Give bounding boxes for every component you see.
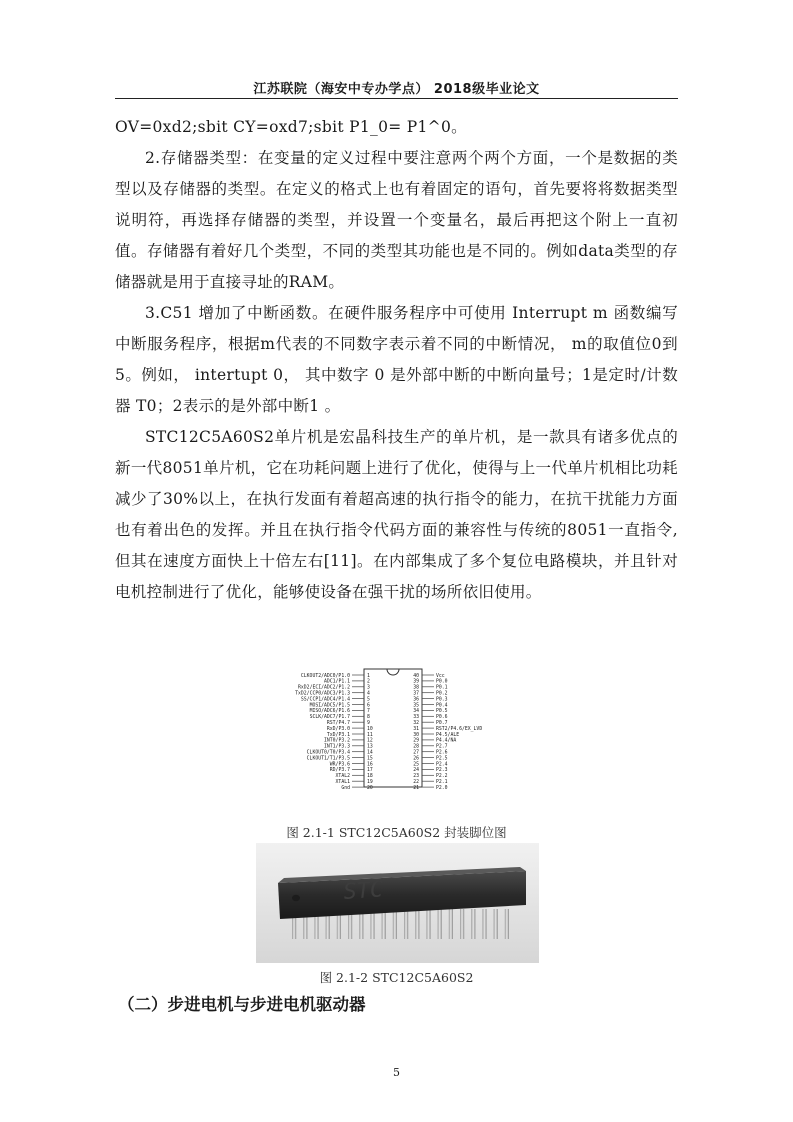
pin-label: P0.5 [436,709,448,715]
pin-label: P2.6 [436,750,448,756]
pin-number: 11 [367,732,373,738]
chip-pin [471,909,475,939]
pin-label: RxD/P3.0 [326,726,350,732]
pin-label: RxD2/ECI/ADC2/P1.2 [298,685,350,691]
paragraph: STC12C5A60S2单片机是宏晶科技生产的单片机，是一款具有诸多优点的新一代8051单片机，它在功耗问题上进行了优化，使得与上一代单片机相比功耗减少了30%以上，在执行发面有着超高速的执行指令的能力，在抗干扰能力方面也有着出色的发挥。并且在执行指令代码方面的兼容性与传统的8051一直指令,但其在速度方面快上十倍左右[11]。在内部集成了多个复位电路模块，并且针对电机控制进行了优化，能够使设备在强干扰的场所依旧使用。 [115,428,678,601]
pin-number: 39 [413,679,419,685]
pin-label: P0.1 [436,685,448,691]
pin-label: SCLK/ADC7/P1.7 [309,715,350,721]
pin-label: P2.1 [436,780,448,785]
pin-label: CLKOUT2/ADC0/P1.0 [300,673,350,679]
chip-pin [505,909,509,939]
pin-number: 3 [367,685,370,691]
pinout-figure [260,663,515,815]
pin-number: 29 [413,738,419,744]
pin-label: INT1/P3.3 [324,744,350,750]
pin-number: 22 [413,780,419,785]
pin-number: 34 [413,709,419,715]
pin-number: 13 [367,744,373,750]
chip-pin [494,909,498,939]
pin-label: MISO/ADC6/P1.6 [309,709,350,715]
pin-number: 7 [367,709,370,715]
pin-number: 40 [413,673,419,679]
pin-number: 4 [367,691,370,697]
chip-dimple [292,895,300,901]
pin-label: P2.5 [436,756,448,762]
pin-label: RST/P4.7 [326,721,350,726]
pin-number: 18 [367,774,373,780]
pin-number: 25 [413,762,419,768]
page-number: 5 [393,1066,400,1079]
pin-number: 31 [413,726,419,732]
pin-number: 36 [413,697,419,703]
pin-label: P2.7 [436,744,448,750]
pin-number: 6 [367,703,370,709]
pin-number: 30 [413,732,419,738]
pin-label: P4.5/ALE [436,732,460,738]
pin-label: XTAL1 [335,780,350,785]
chip-pin [426,909,430,939]
pin-label: P4.4/NA [436,738,457,744]
header-rule [115,98,678,99]
pin-label: CLKOUT1/T1/P3.5 [306,756,350,762]
pin-number: 35 [413,703,419,709]
pin-number: 1 [367,673,370,679]
chip-pin [382,909,386,939]
pin-label: P0.0 [436,679,448,685]
pin-number: 5 [367,697,370,703]
pin-label: SS/CCP1/ADC4/P1.4 [300,697,350,703]
pin-label: TxD/P3.1 [326,732,350,738]
pin-number: 8 [367,715,370,721]
pin-number: 19 [367,780,373,785]
chip-pin [482,909,486,939]
pin-label: P2.0 [436,785,448,791]
figure-caption: 图 2.1-1 STC12C5A60S2 封装脚位图 [286,825,507,840]
pin-label: WR/P3.6 [329,762,350,768]
pin-number: 23 [413,774,419,780]
pin-label: CLKOUT0/T0/P3.4 [306,750,350,756]
pin-label: Gnd [341,785,350,791]
paragraph: OV=0xd2;sbit CY=oxd7;sbit P1_0= P1^0。 [115,118,467,136]
pin-number: 14 [367,750,373,756]
pin-number: 20 [367,785,373,791]
pin-number: 21 [413,785,419,791]
pin-number: 17 [367,768,373,774]
pin-number: 24 [413,768,419,774]
pin-label: P2.4 [436,762,448,768]
pin-label: Vcc [436,673,445,679]
paragraph: 3.C51 增加了中断函数。在硬件服务程序中可使用 Interrupt m 函数编写中断服务程序，根据m代表的不同数字表示着不同的中断情况， m的取值位0到5。例如， intertupt 0， 其中数字 0 是外部中断的中断向量号；1是定时/计数器 T0；2表示的是外部中断1 。 [115,304,678,415]
pin-label: TxD2/CCP0/ADC3/P1.3 [295,691,350,697]
chip-pin [404,909,408,939]
pin-number: 27 [413,750,419,756]
pin-label: RST2/P4.6/EX_LVD [436,726,483,732]
figure-caption: 图 2.1-2 STC12C5A60S2 [319,970,474,985]
pin-label: XTAL2 [335,774,350,780]
paragraph: 2.存储器类型：在变量的定义过程中要注意两个两个方面，一个是数据的类型以及存储器的类型。在定义的格式上也有着固定的语句，首先要将将数据类型说明符，再选择存储器的类型，并设置一个变量名，最后再把这个附上一直初值。存储器有着好几个类型，不同的类型其功能也是不同的。例如data类型的存储器就是用于直接寻址的RAM。 [115,149,678,291]
pin-label: RD/P3.7 [329,768,350,774]
body-text [115,112,678,608]
pin-number: 26 [413,756,419,762]
pin-number: 10 [367,726,373,732]
pin-label: P0.6 [436,715,448,721]
pin-label: P0.2 [436,691,448,697]
pin-number: 16 [367,762,373,768]
pin-label: ADC1/P1.1 [324,679,350,685]
chip-photo [256,843,539,963]
pin-number: 38 [413,685,419,691]
pin-label: P2.2 [436,774,448,780]
section-heading: （二）步进电机与步进电机驱动器 [118,995,366,1014]
pin-number: 12 [367,738,373,744]
pin-label: P0.4 [436,703,448,709]
pinout-diagram [260,663,515,815]
pin-label: P0.7 [436,721,448,726]
pin-number: 15 [367,756,373,762]
chip-pin [449,909,453,939]
chip-image [256,843,539,963]
pin-number: 37 [413,691,419,697]
chip-pin [415,909,419,939]
pin-label: P0.3 [436,697,448,703]
chip-marking: STC [342,877,385,905]
page-header: 江苏联院（海安中专办学点） 2018级毕业论文 [253,82,540,97]
pin-label: MOSI/ADC5/P1.5 [309,703,350,709]
pin-label: P2.3 [436,768,448,774]
chip-pin [438,909,442,939]
chip-notch [387,669,399,675]
pin-number: 33 [413,715,419,721]
pin-number: 9 [367,721,370,726]
chip-pin [393,909,397,939]
pin-label: INT0/P3.2 [324,738,350,744]
pin-number: 2 [367,679,370,685]
pin-number: 32 [413,721,419,726]
pin-number: 28 [413,744,419,750]
chip-pin [460,909,464,939]
